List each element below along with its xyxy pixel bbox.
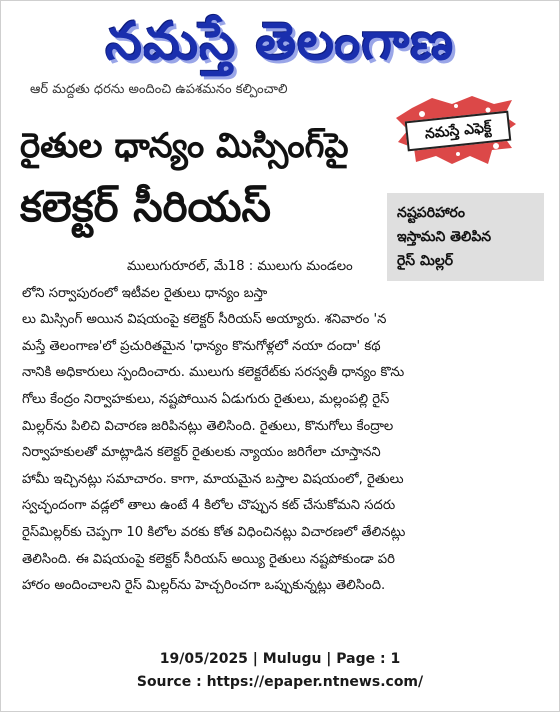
stamp-label: నమస్తే ఎఫెక్ట్: [405, 111, 512, 152]
headline-line-2: కలెక్టర్ సీరియస్: [20, 182, 272, 231]
body-line: మిల్లర్‌ను పిలిచి విచారణ జరిపినట్లు తెలిసింది. రైతులు, కొనుగోలు కేంద్రాల: [22, 418, 394, 434]
masthead-logo: నమస్తే తెలంగాణ: [105, 12, 455, 72]
effect-stamp: [392, 94, 520, 166]
masthead: [0, 0, 560, 90]
sidebar-line: నష్టపరిహారం: [397, 205, 465, 221]
body-line: గోలు కేంద్రం నిర్వాహకులు, నష్టపోయిన ఏడుగురు రైతులు, మల్లంపల్లి రైస్: [22, 391, 390, 407]
sidebar-line: రైస్ మిల్లర్: [397, 253, 454, 269]
body-line: స్వచ్ఛందంగా వడ్లలో తాలు ఉంటే 4 కిలోల చొప్పున కట్ చేసుకోమని సదరు: [22, 498, 396, 514]
body-line: రైస్‌మిల్లర్‌కు చెప్పగా 10 కిలోల వరకు కోత విధించినట్లు విచారణలో తేలినట్లు: [22, 524, 406, 540]
sidebar-line: ఇస్తామని తెలిపిన: [397, 229, 492, 245]
article-body: [22, 254, 544, 600]
body-line: తెలిసింది. ఈ విషయంపై కలెక్టర్ సీరియస్ అయ్యి రైతులు నష్టపోకుండా పరి: [22, 551, 395, 567]
footer-dateline: 19/05/2025 | Mulugu | Page : 1: [159, 651, 401, 667]
clipped-line-text: ఆర్ మద్దతు ధరను అందించి ఉపశమనం కల్పించాలి: [30, 82, 288, 97]
body-line: లు మిస్సింగ్ అయిన విషయంపై కలెక్టర్ సీరియస్ అయ్యారు. శనివారం 'న: [22, 312, 387, 328]
body-line: హామీ ఇచ్చినట్లు సమాచారం. కాగా, మాయమైన బస్తాల విషయంలో, రైతులు: [22, 471, 404, 487]
footer: [0, 648, 560, 694]
body-line: నిర్వాహకులతో మాట్లాడిన కలెక్టర్ రైతులకు న్యాయం జరిగేలా చూస్తానని: [22, 445, 381, 461]
body-line: హారం అందించాలని రైస్ మిల్లర్‌ను హెచ్చరించగా ఒప్పుకున్నట్లు తెలిసింది.: [22, 578, 386, 594]
body-line: ములుగురూరల్, మే18 : ములుగు మండలం: [127, 259, 353, 274]
body-line: నానికి అధికారులు స్పందించారు. ములుగు కలెక్టరేట్‌కు సరస్వతీ ధాన్యం కొను: [22, 365, 405, 381]
clipped-previous-line: [30, 82, 360, 104]
headline-line-1: రైతుల ధాన్యం మిస్సింగ్‌పై: [20, 126, 349, 166]
body-line: మస్తే తెలంగాణ'లో ప్రచురితమైన 'ధాన్యం కొనుగోళ్లలో నయా దందా' కథ: [22, 338, 381, 354]
body-line: లోని సర్వాపురంలో ఇటీవల రైతులు ధాన్యం బస్తా: [22, 285, 268, 301]
footer-source: Source : https://epaper.ntnews.com/: [136, 674, 424, 690]
